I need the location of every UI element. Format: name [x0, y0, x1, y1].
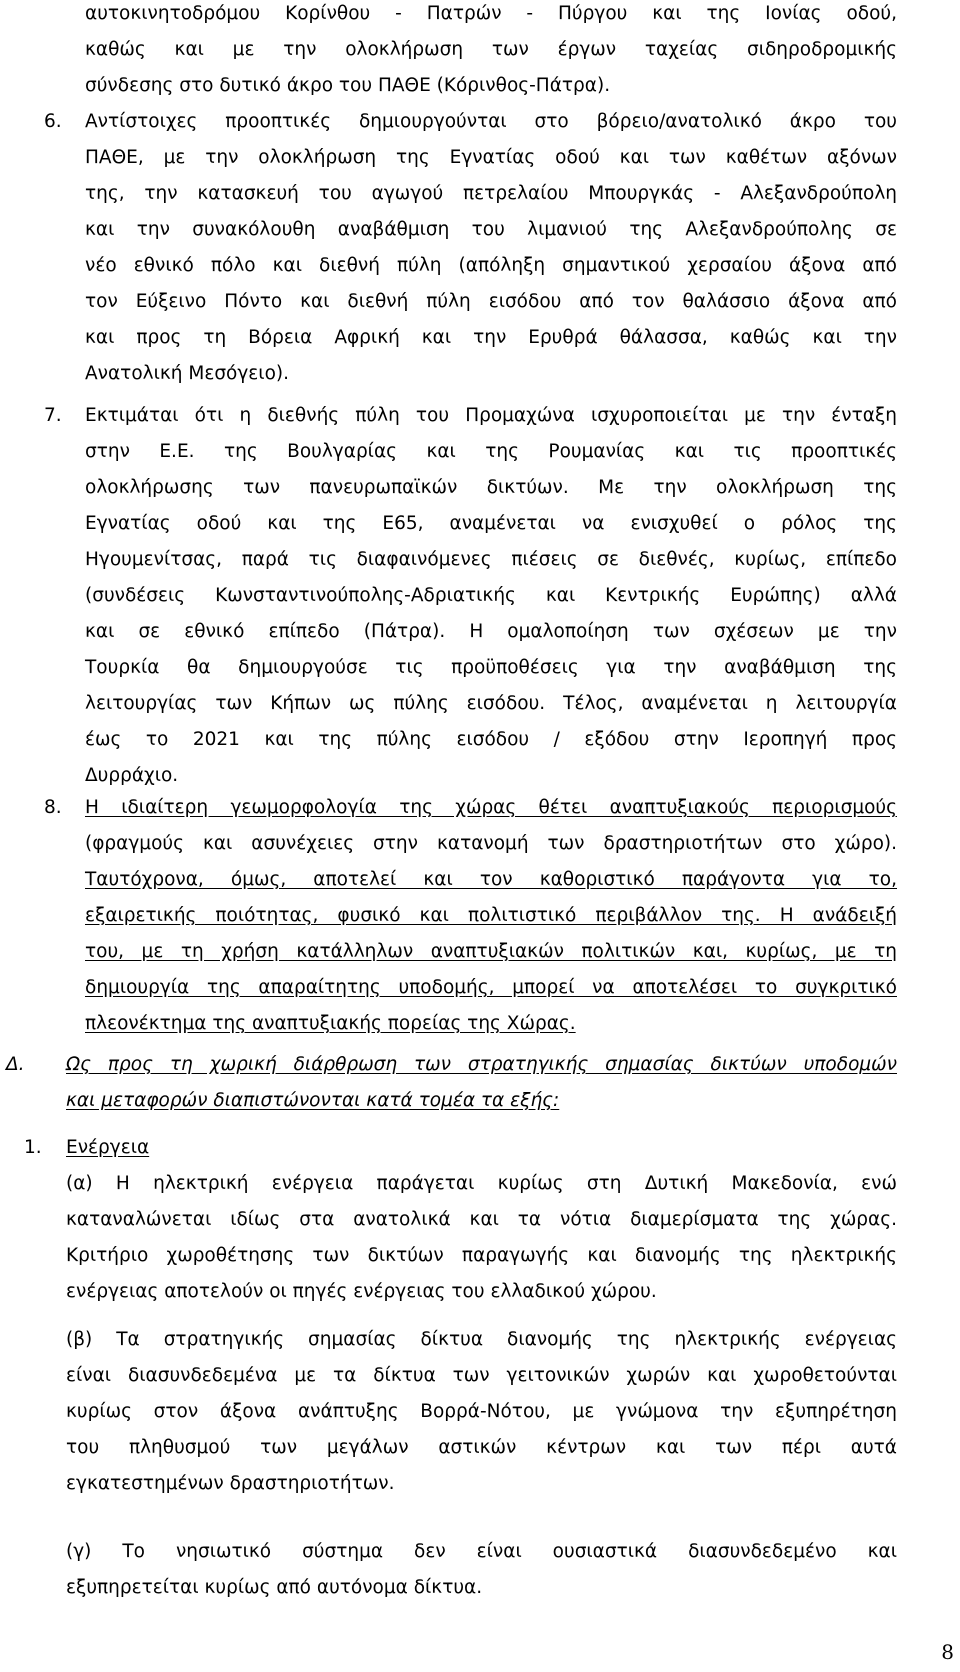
text-line: ενέργειας αποτελούν οι πηγές ενέργειας του ελλαδικού χώρου. [66, 1281, 657, 1302]
item-number: 7. [44, 405, 62, 426]
energy-heading: Ενέργεια [66, 1137, 150, 1158]
intro-paragraph [85, 0, 897, 104]
text-line-underlined: πλεονέκτημα της αναπτυξιακής πορείας της Χώρας. [85, 1013, 576, 1034]
text-line: και μεταφορών διαπιστώνονται κατά τομέα τα εξής: [66, 1090, 560, 1111]
text-line: του πληθυσμού των μεγάλων αστικών κέντρων και των πέρι αυτά [66, 1437, 897, 1458]
text-line: έως το 2021 και της πύλης εισόδου / εξόδου στην Ιεροπηγή προς [85, 729, 897, 750]
text-line: αυτοκινητοδρόμου Κορίνθου - Πατρών - Πύργου και της Ιονίας οδού, [85, 3, 897, 24]
text-line: Κριτήριο χωροθέτησης των δικτύων παραγωγής και διανομής της ηλεκτρικής [66, 1245, 897, 1266]
item-7-paragraph [85, 398, 897, 794]
text-line: καταναλώνεται ιδίως στα ανατολικά και τα νότια διαμερίσματα της χώρας. [66, 1209, 897, 1230]
energy-number: 1. [24, 1137, 42, 1158]
text-line: ολοκλήρωσης των πανευρωπαϊκών δικτύων. Με την ολοκλήρωση της [85, 477, 897, 498]
text-line: Εκτιμάται ότι η διεθνής πύλη του Προμαχώνα ισχυροποιείται με την ένταξη [85, 405, 897, 426]
text-line: Τουρκία θα δημιουργούσε τις προϋποθέσεις για την αναβάθμιση της [85, 657, 897, 678]
text-line: (φραγμούς και ασυνέχειες στην κατανομή των δραστηριοτήτων στο χώρο). [85, 833, 897, 854]
text-line: λειτουργίας των Κήπων ως πύλης εισόδου. Τέλος, αναμένεται η λειτουργία [85, 693, 897, 714]
text-line: Εγνατίας οδού και της Ε65, αναμένεται να ενισχυθεί ο ρόλος της [85, 513, 897, 534]
page-number: 8 [941, 1640, 954, 1664]
text-line: Ανατολική Μεσόγειο). [85, 363, 289, 384]
text-line: νέο εθνικό πόλο και διεθνή πύλη (απόληξη σημαντικού χερσαίου άξονα από [85, 255, 897, 276]
section-letter: Δ. [6, 1054, 25, 1075]
text-line: ΠΑΘΕ, με την ολοκλήρωση της Εγνατίας οδού και των καθέτων αξόνων [85, 147, 897, 168]
item-6-paragraph [85, 104, 897, 392]
text-line: (β) Τα στρατηγικής σημασίας δίκτυα διανομής της ηλεκτρικής ενέργειας [66, 1329, 897, 1350]
text-line: είναι διασυνδεδεμένα με τα δίκτυα των γειτονικών χωρών και χωροθετούνται [66, 1365, 897, 1386]
text-line: και προς τη Βόρεια Αφρική και την Ερυθρά θάλασσα, καθώς και την [85, 327, 897, 348]
text-line: (α) Η ηλεκτρική ενέργεια παράγεται κυρίως στη Δυτική Μακεδονία, ενώ [66, 1173, 897, 1194]
text-line: (γ) Το νησιωτικό σύστημα δεν είναι ουσιαστικά διασυνδεδεμένο και [66, 1541, 897, 1562]
item-8-paragraph [85, 790, 897, 1042]
paragraph-a [66, 1166, 897, 1310]
text-line: Ως προς τη χωρική διάρθρωση των στρατηγικής σημασίας δικτύων υποδομών [66, 1054, 897, 1075]
text-line-underlined: δημιουργία της απαραίτητης υποδομής, μπορεί να αποτελέσει το συγκριτικό [85, 977, 897, 998]
text-line: κυρίως στον άξονα ανάπτυξης Βορρά-Νότου, με γνώμονα την εξυπηρέτηση [66, 1401, 897, 1422]
paragraph-c [66, 1534, 897, 1606]
text-line-underlined: Η ιδιαίτερη γεωμορφολογία της χώρας θέτει αναπτυξιακούς περιορισμούς [85, 797, 897, 818]
text-line: εξυπηρετείται κυρίως από αυτόνομα δίκτυα. [66, 1577, 483, 1598]
text-line: Ηγουμενίτσας, παρά τις διαφαινόμενες πιέσεις σε διεθνές, κυρίως, επίπεδο [85, 549, 897, 570]
text-line: σύνδεσης στο δυτικό άκρο του ΠΑΘΕ (Κόρινθος-Πάτρα). [85, 75, 611, 96]
text-line: Αντίστοιχες προοπτικές δημιουργούνται στο βόρειο/ανατολικό άκρο του [85, 111, 897, 132]
text-line: και σε εθνικό επίπεδο (Πάτρα). Η ομαλοποίηση των σχέσεων με την [85, 621, 897, 642]
item-number: 8. [44, 797, 62, 818]
text-line: (συνδέσεις Κωνσταντινούπολης-Αδριατικής και Κεντρικής Ευρώπης) αλλά [85, 585, 897, 606]
text-line: εγκατεστημένων δραστηριοτήτων. [66, 1473, 395, 1494]
text-line: καθώς και με την ολοκλήρωση των έργων ταχείας σιδηροδρομικής [85, 39, 897, 60]
text-line-underlined: του, με τη χρήση κατάλληλων αναπτυξιακών πολιτικών και, κυρίως, με τη [85, 941, 897, 962]
item-number: 6. [44, 111, 62, 132]
paragraph-b [66, 1322, 897, 1502]
text-line-underlined: εξαιρετικής ποιότητας, φυσικό και πολιτιστικό περιβάλλον της. Η ανάδειξή [85, 905, 897, 926]
text-line: στην Ε.Ε. της Βουλγαρίας και της Ρουμανίας και τις προοπτικές [85, 441, 897, 462]
text-line: τον Εύξεινο Πόντο και διεθνή πύλη εισόδου από τον θαλάσσιο άξονα από [85, 291, 897, 312]
section-d-heading [66, 1047, 897, 1119]
text-line-underlined: Ταυτόχρονα, όμως, αποτελεί και τον καθοριστικό παράγοντα για το, [85, 869, 897, 890]
text-line: και την συνακόλουθη αναβάθμιση του λιμανιού της Αλεξανδρούπολης σε [85, 219, 897, 240]
text-line: της, την κατασκευή του αγωγού πετρελαίου Μπουργκάς - Αλεξανδρούπολη [85, 183, 897, 204]
text-line: Δυρράχιο. [85, 765, 179, 786]
